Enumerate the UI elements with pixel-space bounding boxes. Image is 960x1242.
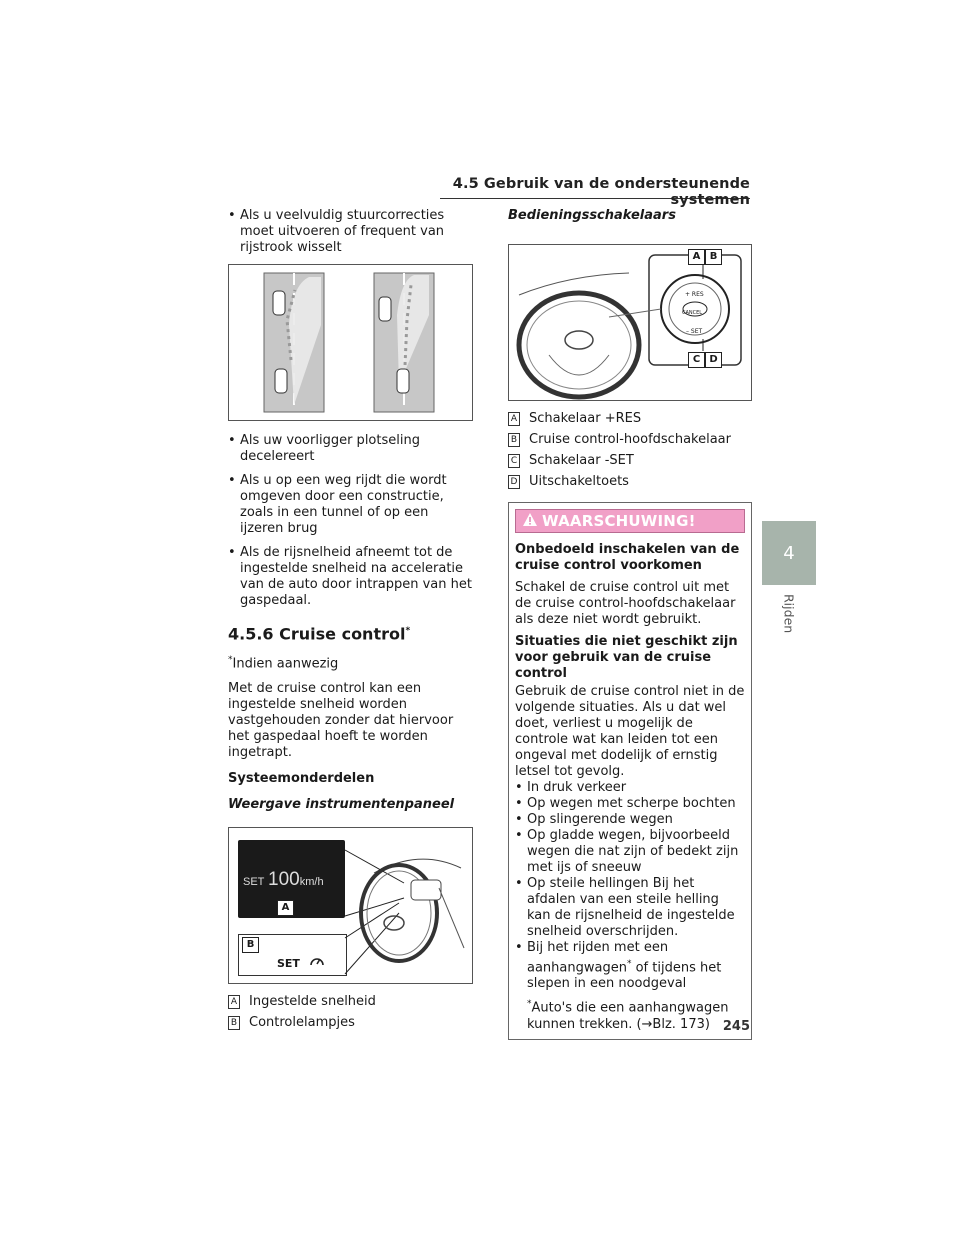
warning-paragraph: Gebruik de cruise control niet in de volgende situaties. Als u dat wel doet, verliest u mogelijk de controle wat kan leiden tot een ongeval met dodelijk of ernstig letsel tot gevolg. [515, 684, 745, 779]
section-heading [228, 623, 473, 642]
footnote-mark: * [228, 655, 233, 666]
warning-paragraph: Schakel de cruise control uit met de cruise control-hoofdschakelaar als deze niet wordt gebruikt. [515, 580, 736, 627]
set-label: SET [243, 875, 265, 888]
legend-text: Ingestelde snelheid [249, 993, 376, 1009]
instrument-panel-illustration [228, 827, 473, 984]
bullet-item: • Als u op een weg rijdt die wordt omgeven door een constructie, zoals in een tunnel of op een ijzeren brug [228, 473, 473, 537]
set-switch-label: – SET [686, 328, 703, 335]
page-number: 245 [722, 1019, 750, 1034]
warning-body [509, 539, 751, 1039]
set-speed-value: 100 [268, 868, 300, 890]
warning-bullet: • Op slingerende wegen [515, 812, 745, 828]
lane-illustration-svg [229, 265, 472, 420]
warning-box [508, 502, 752, 1040]
warning-heading: Situaties die niet geschikt zijn voor gebruik van de cruise control [515, 634, 738, 681]
warning-bullet-text: of tijdens het slepen in een noodgeval [527, 960, 722, 992]
steering-wheel-svg [229, 828, 472, 983]
warning-bullet: • Op gladde wegen, bijvoorbeeld wegen die nat zijn of bedekt zijn met ijs of sneeuw [515, 828, 745, 876]
steering-switch-illustration [508, 244, 752, 401]
warning-heading: Onbedoeld inschakelen van de cruise control voorkomen [515, 542, 740, 573]
lane-change-illustration [228, 264, 473, 421]
legend-text: Controlelampjes [249, 1014, 355, 1030]
legend-item [228, 1015, 473, 1031]
warning-bullet [515, 940, 745, 992]
legend-key: A [508, 412, 520, 426]
warning-icon [522, 512, 538, 530]
speed-unit: km/h [299, 875, 324, 888]
warning-bullet: • Op wegen met scherpe bochten [515, 796, 745, 812]
footnote-mark: * [405, 626, 411, 636]
legend-text: Schakelaar -SET [529, 453, 634, 468]
bullet-item: • Als u veelvuldig stuurcorrecties moet uitvoeren of frequent van rijstrook wisselt [228, 208, 473, 256]
callout-label-a: A [277, 900, 294, 916]
legend-item [508, 453, 752, 469]
legend-item [508, 474, 752, 490]
legend-key: C [508, 454, 520, 468]
callout-label-b: B [242, 937, 259, 953]
subheading-system-parts: Systeemonderdelen [228, 770, 375, 786]
callout-label-c: C [688, 352, 705, 368]
chapter-label: Rijden [781, 594, 797, 634]
res-switch-label: + RES [685, 291, 704, 298]
callout-label-b: B [705, 249, 722, 265]
legend-item [508, 432, 752, 448]
cancel-switch-label: CANCEL [682, 310, 703, 316]
subheading-instrument-display: Weergave instrumentenpaneel [228, 796, 455, 812]
legend-key: D [508, 475, 520, 489]
legend-text: Uitschakeltoets [529, 474, 629, 489]
set-indicator: SET [277, 956, 300, 970]
availability-note-text: Indien aanwezig [232, 656, 339, 672]
callout-label-d: D [705, 352, 722, 368]
footnote-mark: * [527, 999, 532, 1010]
warning-footnote-text: Auto's die een aanhangwagen kunnen trekken. (→Blz. 173) [527, 1000, 729, 1032]
warning-bullet: • Op steile hellingen Bij het afdalen van een steile helling kan de rijsnelheid de ingestelde snelheid overschrijden. [515, 876, 745, 940]
footnote-mark: * [626, 959, 632, 969]
legend-key: B [508, 433, 520, 447]
page-header: 4.5 Gebruik van de ondersteunende systemen [440, 176, 750, 199]
legend-key: B [228, 1016, 240, 1030]
bullet-item: • Als de rijsnelheid afneemt tot de ingestelde snelheid na acceleratie van de auto door intrappen van het gaspedaal. [228, 545, 473, 609]
warning-title [515, 509, 745, 533]
callout-label-a: A [688, 249, 705, 265]
legend-text: Cruise control-hoofdschakelaar [529, 432, 731, 447]
steering-switch-svg [509, 245, 751, 400]
availability-note [228, 652, 473, 672]
chapter-tab: 4 [762, 521, 816, 585]
warning-title-text: WAARSCHUWING! [542, 512, 696, 530]
legend-item [228, 994, 473, 1010]
legend-text: Schakelaar +RES [529, 411, 642, 426]
section-heading-text: 4.5.6 Cruise control [228, 624, 406, 644]
legend-item [508, 411, 752, 427]
subheading-switches: Bedieningsschakelaars [508, 208, 676, 223]
legend-key: A [228, 995, 240, 1009]
bullet-item: • Als uw voorligger plotseling decelereert [228, 433, 473, 465]
intro-paragraph: Met de cruise control kan een ingestelde snelheid worden vastgehouden zonder dat hiervoor het gaspedaal hoeft te worden ingetrapt. [228, 680, 454, 760]
right-column [508, 208, 752, 1040]
left-column [228, 208, 473, 1036]
warning-bullet-text: Bij het rijden met een aanhangwagen [527, 940, 669, 976]
warning-bullet: • In druk verkeer [515, 780, 745, 796]
